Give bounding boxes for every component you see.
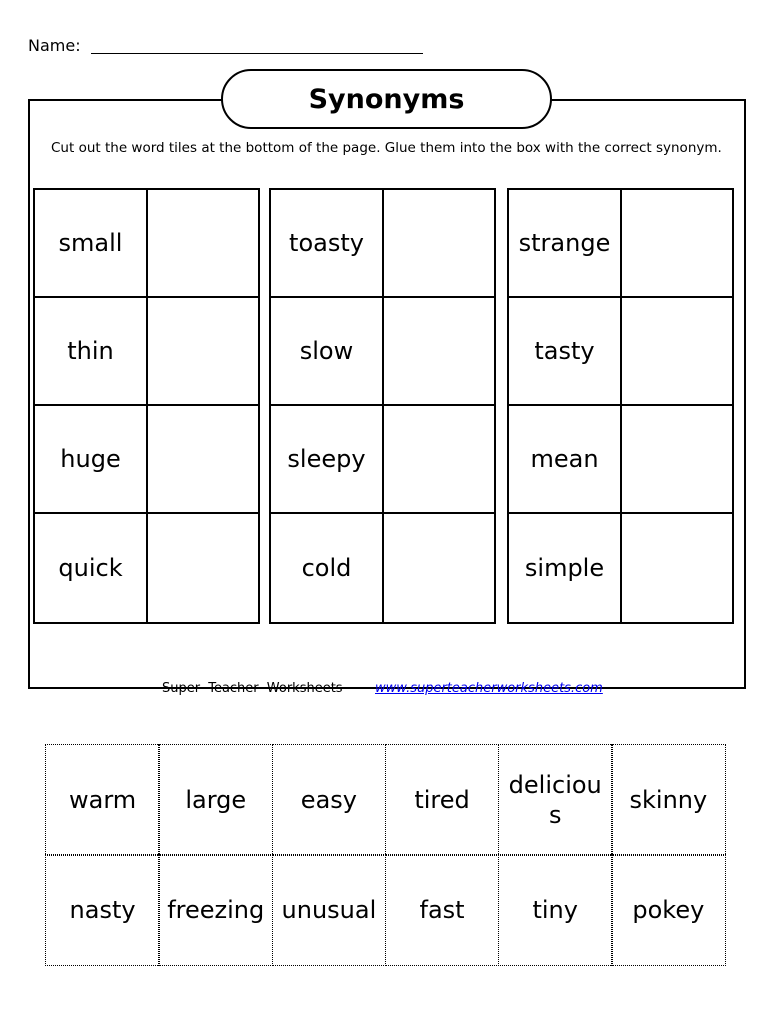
word-cell: thin bbox=[35, 298, 148, 406]
word-cell: toasty bbox=[271, 190, 384, 298]
answer-box[interactable] bbox=[384, 406, 494, 514]
word-tile[interactable]: easy bbox=[272, 744, 387, 856]
word-tile[interactable]: nasty bbox=[45, 854, 160, 966]
answer-box[interactable] bbox=[622, 190, 732, 298]
word-tile[interactable]: unusual bbox=[272, 854, 387, 966]
answer-box[interactable] bbox=[148, 514, 258, 622]
answer-box[interactable] bbox=[622, 514, 732, 622]
word-tile[interactable]: pokey bbox=[611, 854, 726, 966]
word-cell: small bbox=[35, 190, 148, 298]
word-tile[interactable]: fast bbox=[385, 854, 500, 966]
word-tile[interactable]: delicious bbox=[498, 744, 613, 856]
name-row bbox=[28, 36, 81, 55]
word-tile[interactable]: tired bbox=[385, 744, 500, 856]
answer-box[interactable] bbox=[622, 406, 732, 514]
word-cell: slow bbox=[271, 298, 384, 406]
word-cell: quick bbox=[35, 514, 148, 622]
word-cell: sleepy bbox=[271, 406, 384, 514]
answer-box[interactable] bbox=[384, 190, 494, 298]
answer-box[interactable] bbox=[622, 298, 732, 406]
answer-box[interactable] bbox=[148, 190, 258, 298]
answer-box[interactable] bbox=[384, 298, 494, 406]
word-group-1 bbox=[33, 188, 260, 624]
word-cell: mean bbox=[509, 406, 622, 514]
word-tile[interactable]: large bbox=[158, 744, 273, 856]
word-tiles bbox=[46, 745, 725, 965]
page-title: Synonyms bbox=[221, 69, 552, 129]
word-cell: cold bbox=[271, 514, 384, 622]
word-group-2 bbox=[269, 188, 496, 624]
word-tile[interactable]: freezing bbox=[158, 854, 273, 966]
word-group-3 bbox=[507, 188, 734, 624]
footer-url-link[interactable]: www.superteacherworksheets.com bbox=[375, 681, 603, 696]
name-label: Name: bbox=[28, 36, 81, 55]
word-tile[interactable]: skinny bbox=[611, 744, 726, 856]
answer-box[interactable] bbox=[148, 298, 258, 406]
word-cell: tasty bbox=[509, 298, 622, 406]
instructions: Cut out the word tiles at the bottom of the page. Glue them into the box with the correct synonym. bbox=[51, 140, 722, 156]
word-tile[interactable]: tiny bbox=[498, 854, 613, 966]
answer-box[interactable] bbox=[384, 514, 494, 622]
word-cell: huge bbox=[35, 406, 148, 514]
word-tile[interactable]: warm bbox=[45, 744, 160, 856]
answer-box[interactable] bbox=[148, 406, 258, 514]
word-cell: simple bbox=[509, 514, 622, 622]
footer-brand: Super Teacher Worksheets bbox=[162, 681, 343, 696]
word-cell: strange bbox=[509, 190, 622, 298]
name-line[interactable] bbox=[91, 53, 423, 54]
